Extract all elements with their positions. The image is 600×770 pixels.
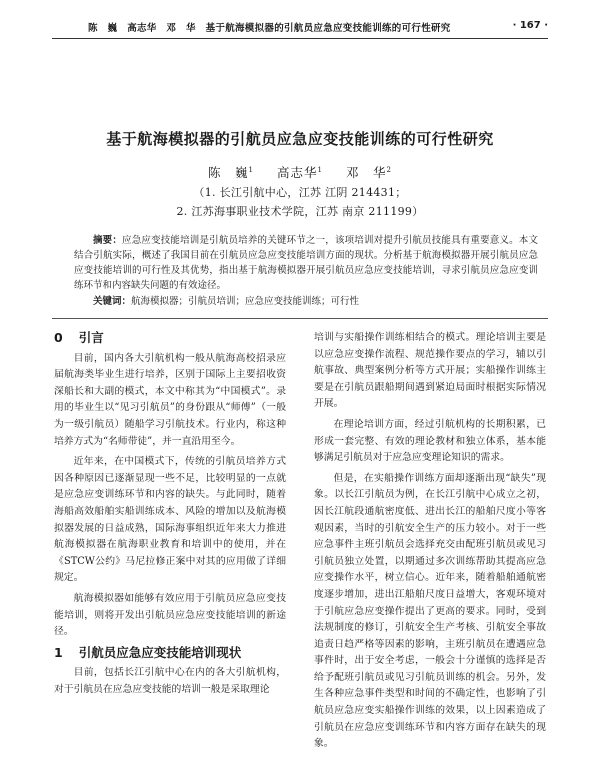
- section-heading-0: 0 引言: [54, 330, 104, 345]
- running-header: [0, 18, 600, 40]
- right-column: [314, 330, 546, 757]
- page-number: · 167 ·: [512, 20, 548, 31]
- paragraph: 但是，在实船操作训练方面却逐渐出现“缺失”现象。以长江引航员为例，在长江引航中心成立之初，因长江航段通航密度低、进出长江的船舶尺度小等客观因素，当时的引航安全生产的压力较小。对于一些应急事件主班引航员会选择充交由配班引航员或见习引航员独立处置，以期通过多次训练帮助其提高应急应变操作水平，树立信心。近年来，随着船舶通航密度逐步增加，进出江船舶尺度日益增大，客观环境对于引航应急应变操作提出了更高的要求。同时，受到法规制度的修订，引航安全生产考核、引航安全事故追责日趋严格等因素的影响，主班引航员在遭遇应急事件时，出于安全考虑，一般会十分谨慎的选择是否给予配班引航员或见习引航员训练的机会。另外，发生各种应急事件类型和时间的不确定性，也影响了引航员应急应变实船操作训练的效果，以上因素造成了引航员在应急应变训练环节和内容方面存在缺失的现象。: [314, 472, 546, 750]
- author: 高志华$^1$: [277, 165, 323, 180]
- left-column: [54, 330, 286, 702]
- paragraph: 培训与实船操作训练相结合的模式。理论培训主要是以应急应变操作流程、规范操作要点的学习，辅以引航事故、典型案例分析等方式开展；实船操作训练主要是在引航员跟船期间遇到紧迫局面时根据实际情况开展。: [314, 332, 546, 410]
- abstract: [74, 233, 538, 293]
- keywords-text: 航海模拟器；引航员培训；应急应变技能训练；可行性: [131, 296, 360, 307]
- abstract-divider: [52, 318, 548, 319]
- running-title: 陈 巍 高志华 邓 华 基于航海模拟器的引航员应急应变技能训练的可行性研究: [88, 23, 451, 34]
- paragraph: 在理论培训方面，经过引航机构的长期积累，已形成一套完整、有效的理论教材和独立体系，基本能够满足引航员对于应急应变理论知识的需求。: [314, 418, 546, 464]
- abstract-text: 应急应变技能培训是引航员培养的关键环节之一，该项培训对提升引航员技能具有重要意义。本文结合引航实际，概述了我国目前在引航员应急应变技能培训方面的现状。分析基于航海模拟器开展引航员应急应变技能培训的可行性及其优势，指出基于航海模拟器开展引航员应急应变技能培训，寻求引航员应急应变训练环节和内容缺失问题的有效途径。: [74, 235, 538, 291]
- paragraph: 航海模拟器如能够有效应用于引航员应急应变技能培训，则将开发出引航员应急应变技能培训的新途径。: [54, 592, 286, 638]
- affiliation-2: 2. 江苏海事职业技术学院，江苏 南京 211199）: [176, 205, 424, 218]
- keywords-label: 关键词：: [93, 296, 132, 307]
- header-rule: [52, 38, 548, 39]
- keywords: [74, 294, 538, 309]
- abstract-label: 摘要：: [93, 235, 123, 246]
- paragraph: 目前，国内各大引航机构一般从航海高校招录应届航海类毕业生进行培养，区别于国际上主要招收资深船长和大副的模式，本文中称其为“中国模式”。录用的毕业生以“见习引航员”的身份跟从“师傅”（一般为一级引航员）随船学习引航技术。行业内，称这种培养方式为“名师带徒”，并一直沿用至今。: [54, 352, 286, 447]
- article-title: 基于航海模拟器的引航员应急应变技能训练的可行性研究: [106, 130, 494, 148]
- paragraph: 目前，包括长江引航中心在内的各大引航机构，对于引航员在应急应变技能的培训一般是采取理论: [54, 667, 286, 695]
- author: 邓 华$^2$: [345, 165, 392, 180]
- paragraph: 近年来，在中国模式下，传统的引航员培养方式因各种原因已逐渐显现一些不足，比较明显的一点就是应急应变训练环节和内容的缺失。与此同时，随着海船高效船舶实船训练成本、风险的增加以及航海模拟器发展的日益成熟，国际海事组织近年来大力推进航海模拟器在航海职业教育和培训中的使用，并在《STCW公约》马尼拉修正案中对其的应用做了详细规定。: [54, 456, 286, 584]
- author-list: [0, 163, 600, 181]
- section-heading-1: 1 引航员应急应变技能培训现状: [54, 644, 242, 660]
- author: 陈 巍$^1$: [208, 165, 255, 180]
- affiliation-1: （1. 长江引航中心，江苏 江阴 214431；: [193, 186, 407, 199]
